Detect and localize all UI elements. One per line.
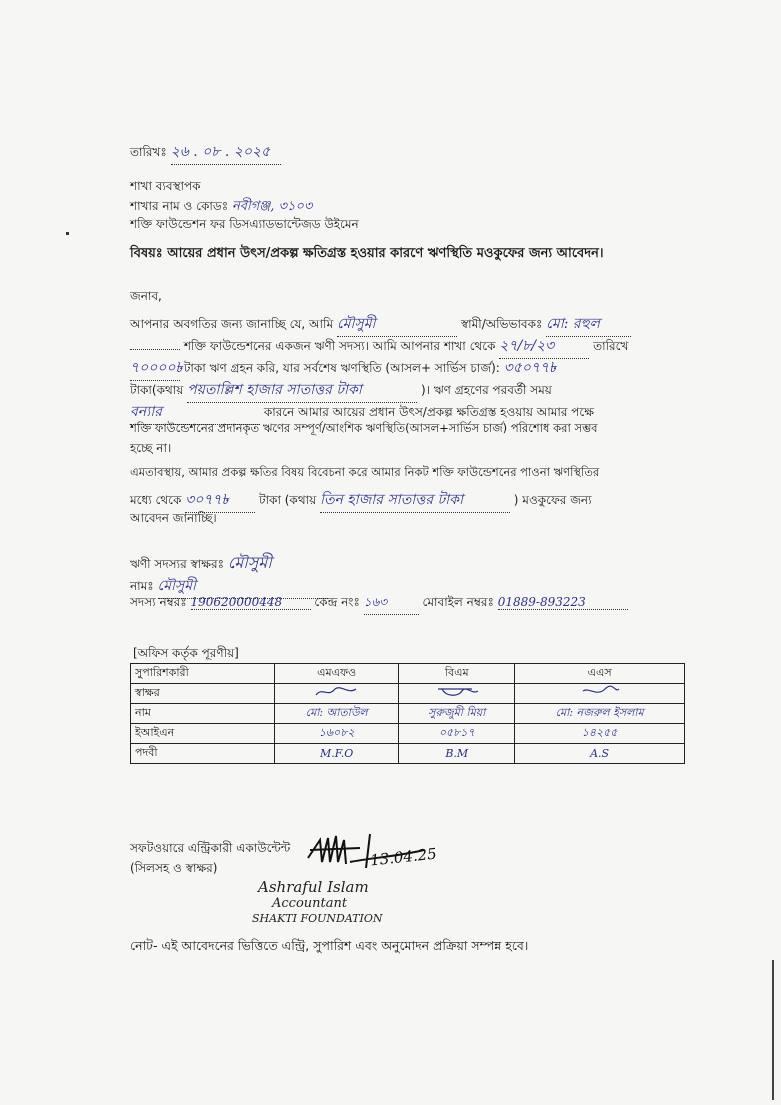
- mobile-label: মোবাইল নম্বরঃ: [422, 595, 494, 609]
- accountant-sign-date: 13.04.25: [369, 844, 438, 870]
- loan-date: ২৭/৮/২৩: [499, 334, 589, 359]
- note: নোট- এই আবেদনের ভিত্তিতে এন্ট্রি, সুপারিশ এবং অনুমোদন প্রক্রিয়া সম্পন্ন হবে।: [130, 938, 529, 953]
- stamp-name: Ashraful Islam: [258, 878, 369, 896]
- table-cell: মো: আতাউল: [275, 704, 399, 724]
- accountant-seal-label: (সিলসহ ও স্বাক্ষর): [130, 861, 218, 875]
- member-signature: মৌসুমী: [227, 553, 272, 572]
- recommendation-table: [130, 663, 685, 764]
- table-header: বিএম: [399, 664, 515, 684]
- table-cell: ১৪২৫৫: [515, 724, 685, 744]
- row-label: নাম: [131, 704, 275, 724]
- table-cell: মো: নজরুল ইসলাম: [515, 704, 685, 724]
- para1-text: টাকা(কথায়: [130, 383, 184, 397]
- scan-edge-line: [772, 960, 774, 1100]
- signature-scribble: [432, 685, 482, 699]
- recipient-line3: শক্তি ফাউন্ডেশন ফর ডিসএ্যাডভান্টেজড উইমেন: [130, 217, 359, 231]
- branch-value: নবীগঞ্জ, ৩১০৩: [231, 199, 313, 214]
- member-name: মৌসুমী: [158, 574, 328, 599]
- salutation: জনাব,: [130, 289, 162, 303]
- recipient-line2: [130, 197, 312, 218]
- bm-signature: [399, 684, 515, 704]
- branch-label: শাখার নাম ও কোডঃ: [130, 199, 229, 213]
- signature-scribble: [312, 685, 362, 699]
- office-label: [অফিস কর্তৃক পূরণীয়]: [133, 646, 239, 660]
- scan-speck: [66, 232, 69, 235]
- para2-text: ) মওকুফের জন্য: [513, 493, 592, 507]
- centre-label: কেন্দ্র নংঃ: [314, 595, 360, 609]
- table-row: [131, 744, 685, 764]
- para2-line1: এমতাবস্থায়, আমার প্রকল্প ক্ষতির বিষয় বিবেচনা করে আমার নিকট শক্তি ফাউন্ডেশনের পাওনা ঋণস্থিতির: [130, 465, 600, 479]
- mobile-no: 01889-893223: [498, 595, 628, 610]
- mfo-signature: [275, 684, 399, 704]
- table-cell: ১৬০৮২: [275, 724, 399, 744]
- para1-text: আপনার অবগতির জন্য জানাচ্ছি যে, আমি: [130, 317, 334, 331]
- para2-line3: আবেদন জানাচ্ছি।: [130, 511, 217, 525]
- member-info-row: [130, 594, 628, 615]
- accountant-label: সফটওয়ারে এন্ট্রিকারী একাউন্টেন্ট: [130, 841, 291, 855]
- waive-in-words: তিন হাজার সাতাত্তর টাকা: [320, 488, 510, 513]
- balance-in-words: পয়তাল্লিশ হাজার সাতাত্তর টাকা: [187, 378, 417, 403]
- damage-reason: বন্যার: [130, 400, 260, 425]
- table-header-row: [131, 664, 685, 684]
- member-name-label: নামঃ: [130, 579, 154, 593]
- para1-text: )। ঋণ গ্রহণের পরবর্তী সময়: [420, 383, 552, 397]
- para1-line6: শক্তি ফাউন্ডেশনের প্রদানকৃত ঋণের সম্পূর্ণ/আংশিক ঋণস্থিতি(আসল+সার্ভিস চার্জ) পরিশোধ করা সম্ভব: [130, 421, 598, 435]
- as-signature: [515, 684, 685, 704]
- member-no-label: সদস্য নম্বরঃ: [130, 595, 187, 609]
- table-row: [131, 724, 685, 744]
- table-cell: ০৫৮১৭: [399, 724, 515, 744]
- para2-text: মধ্যে থেকে: [130, 493, 182, 507]
- subject: বিষয়ঃ আয়ের প্রধান উৎস/প্রকল্প ক্ষতিগ্রস্ত হওয়ার কারণে ঋণস্থিতি মওকুফের জন্য আবেদন।: [130, 246, 604, 261]
- para1-line7: হচ্ছে না।: [130, 441, 172, 455]
- date-value: ২৬ . ০৮ . ২০২৫: [171, 140, 281, 165]
- applicant-name: মৌসুমী: [337, 312, 457, 337]
- loan-amount: ৭০০০০৳: [130, 356, 180, 381]
- para1-text: কারনে আমার আয়ের প্রধান উৎস/প্রকল্প ক্ষতিগ্রস্ত হওয়ায় আমার পক্ষে: [263, 405, 594, 419]
- para1-text: টাকা ঋণ গ্রহন করি, যার সর্বশেষ ঋণস্থিতি (আসল+ সার্ভিস চার্জ):: [183, 361, 500, 375]
- table-header: সুপারিশকারী: [131, 664, 275, 684]
- member-signature-label: ঋণী সদস্যর স্বাক্ষরঃ: [130, 557, 224, 571]
- guardian-label: স্বামী/অভিভাবকঃ: [460, 317, 543, 331]
- loan-balance: ৩৫০৭৭৳: [503, 360, 557, 376]
- guardian-name: মো: রহুল: [546, 312, 631, 337]
- table-header: এমএফও: [275, 664, 399, 684]
- stamp-org: SHAKTI FOUNDATION: [252, 912, 383, 925]
- stamp-title: Accountant: [272, 896, 348, 911]
- date-label: তারিখঃ: [130, 145, 167, 159]
- blank-dots: [130, 349, 180, 350]
- table-header: এএস: [515, 664, 685, 684]
- member-signature-row: [130, 550, 272, 577]
- para2-text: টাকা (কথায়: [259, 493, 317, 507]
- date-row: [130, 140, 281, 165]
- table-cell: A.S: [515, 744, 685, 764]
- waive-amount: ৩০৭৭৳: [185, 488, 255, 513]
- table-row: [131, 704, 685, 724]
- table-cell: B.M: [399, 744, 515, 764]
- row-label: ইআইএন: [131, 724, 275, 744]
- centre-no: ১৬৩: [364, 594, 419, 615]
- recipient-line1: শাখা ব্যবস্থাপক: [130, 179, 201, 193]
- row-label: স্বাক্ষর: [131, 684, 275, 704]
- table-cell: সুরুজুমী মিয়া: [399, 704, 515, 724]
- table-row: [131, 684, 685, 704]
- table-cell: M.F.O: [275, 744, 399, 764]
- para1-text: তারিখে: [593, 339, 629, 353]
- signature-scribble: [575, 685, 625, 699]
- row-label: পদবী: [131, 744, 275, 764]
- member-no: 190620000448: [191, 595, 311, 610]
- para1-text: শক্তি ফাউন্ডেশনের একজন ঋণী সদস্য। আমি আপনার শাখা থেকে: [183, 339, 496, 353]
